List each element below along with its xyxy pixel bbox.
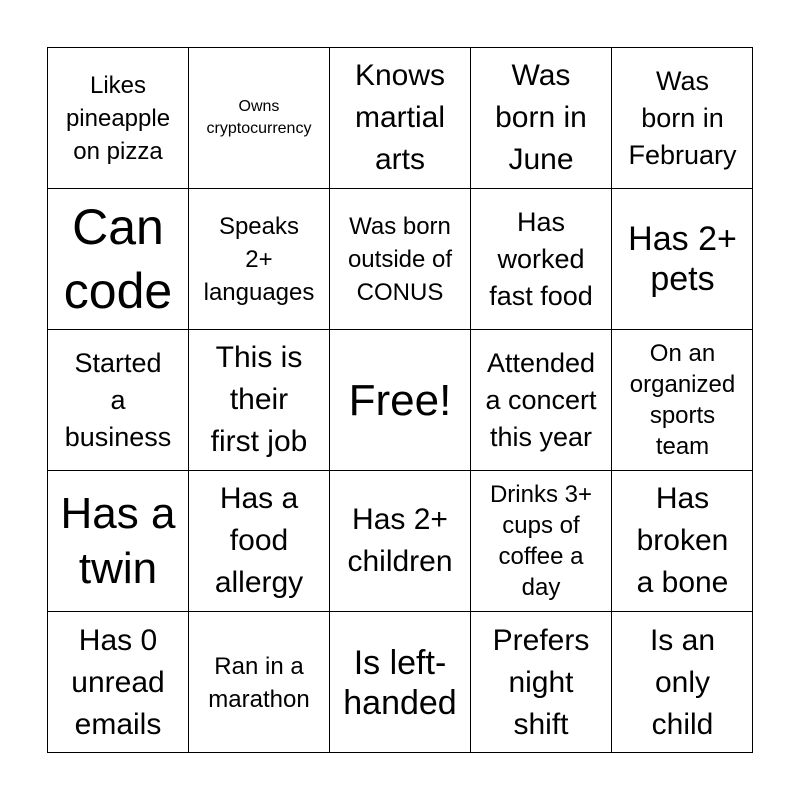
- bingo-cell[interactable]: [48, 330, 189, 471]
- bingo-cell[interactable]: [612, 48, 753, 189]
- cell-text: Likes pineapple on pizza: [65, 71, 171, 165]
- bingo-cell[interactable]: [471, 330, 612, 471]
- bingo-cell[interactable]: [471, 471, 612, 612]
- cell-text: Is left- handed: [343, 643, 457, 722]
- bingo-cell[interactable]: [48, 48, 189, 189]
- bingo-cell[interactable]: [189, 471, 330, 612]
- cell-text: Has 0 unread emails: [71, 623, 165, 741]
- bingo-cell[interactable]: [330, 471, 471, 612]
- bingo-board: [47, 47, 753, 753]
- bingo-cell[interactable]: [330, 612, 471, 753]
- cell-text: This is their first job: [210, 341, 308, 458]
- cell-text: Free!: [348, 375, 452, 425]
- cell-text: Was born in June: [495, 59, 587, 176]
- cell-text: Started a business: [64, 347, 172, 452]
- cell-text: On an organized sports team: [629, 340, 736, 460]
- cell-text: Has 2+ children: [347, 503, 453, 578]
- bingo-cell[interactable]: [48, 612, 189, 753]
- cell-text: Has a twin: [60, 489, 176, 593]
- cell-text: Owns cryptocurrency: [206, 98, 312, 137]
- bingo-cell[interactable]: [48, 471, 189, 612]
- cell-text: Ran in a marathon: [208, 652, 310, 713]
- bingo-cell[interactable]: [612, 189, 753, 330]
- cell-text: Knows martial arts: [354, 59, 446, 176]
- bingo-cell[interactable]: [471, 48, 612, 189]
- bingo-cell[interactable]: [189, 612, 330, 753]
- bingo-cell[interactable]: [612, 612, 753, 753]
- cell-text: Has a food allergy: [214, 482, 304, 599]
- cell-text: Speaks 2+ languages: [203, 212, 315, 306]
- cell-text: Has broken a bone: [636, 482, 729, 599]
- cell-text: Can code: [63, 199, 173, 319]
- cell-text: Attended a concert this year: [485, 347, 597, 452]
- bingo-cell[interactable]: [612, 471, 753, 612]
- bingo-cell[interactable]: [612, 330, 753, 471]
- bingo-cell[interactable]: [471, 612, 612, 753]
- bingo-cell[interactable]: [330, 48, 471, 189]
- cell-text: Drinks 3+ cups of coffee a day: [489, 481, 593, 601]
- cell-text: Has worked fast food: [489, 206, 593, 311]
- free-space[interactable]: [330, 330, 471, 471]
- bingo-cell[interactable]: [189, 48, 330, 189]
- bingo-cell[interactable]: [48, 189, 189, 330]
- cell-text: Prefers night shift: [492, 623, 590, 741]
- bingo-cell[interactable]: [330, 189, 471, 330]
- cell-text: Was born outside of CONUS: [347, 212, 453, 306]
- bingo-cell[interactable]: [471, 189, 612, 330]
- cell-text: Is an only child: [649, 623, 716, 741]
- cell-text: Was born in February: [628, 65, 737, 170]
- cell-text: Has 2+ pets: [628, 220, 737, 298]
- bingo-cell[interactable]: [189, 189, 330, 330]
- bingo-cell[interactable]: [189, 330, 330, 471]
